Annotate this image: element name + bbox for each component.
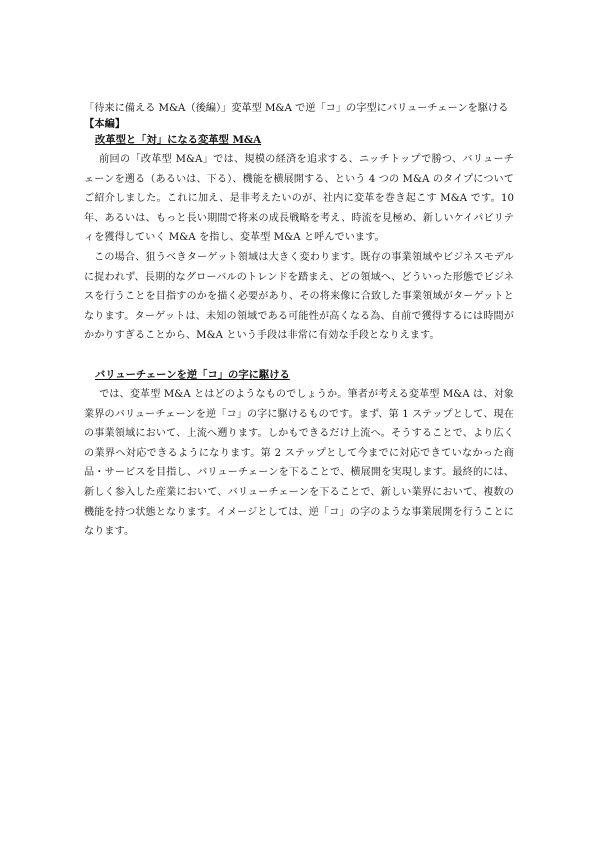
body-paragraph: この場合、狙うべきターゲット領域は大きく変わります。既存の事業領域やビジネスモデルに捉われず、長期的なグローバルのトレンドを踏まえ、どの領域へ、どういった形態でビジネスを行うことを目指すのかを描く必要があり、その将来像に合致した事業領域がターゲットとなります。ターゲットは、未知の領域である可能性が高くなる為、自前で獲得するには時間がかかりすぎることから、M&A という手段は非常に有効な手段となりえます。 xyxy=(84,251,514,342)
section-heading: 改革型と「対」になる変革型 M&A xyxy=(95,134,262,146)
section-heading: バリューチェーンを逆「コ」の字に駆ける xyxy=(95,368,290,381)
document-title: 「待来に備える M&A（後編）」変革型 M&A で逆「コ」の字型にバリューチェーンを駆ける xyxy=(84,102,509,114)
body-paragraph: では、変革型 M&A とはどのようなものでしょうか。筆者が考える変革型 M&A は、対象業界のバリューチェーンを逆「コ」の字に駆けるものです。まず、第 1 ステップとして、現在の事業領域において、上流へ遡ります。しかもできるだけ上流へ。そうすることで、より広くの業界へ対応できるようになります。第 2 ステップとして今までに対応できていなかった商品・サービスを目指し、バリューチェーンを下ることで、横展開を実現します。最終的には、新しく参入した産業において、バリューチェーンを下ることで、新しい業界において、複数の機能を持つ状態となります。イメージとしては、逆「コ」の字のような事業展開を行うことになります。 xyxy=(84,388,514,538)
section-tag: 【本編】 xyxy=(84,118,126,130)
document-page xyxy=(84,101,514,542)
section-value-chain xyxy=(84,368,514,542)
section-reform-vs-transform xyxy=(84,133,514,346)
body-paragraph: 前回の「改革型 M&A」では、規模の経済を追求する、ニッチトップで勝つ、バリューチェーンを遡る（あるいは、下る）、機能を横展開する、という 4 つの M&A のタイプについてご紹介しました。これに加え、是非考えたいのが、社内に変革を巻き起こす M&A です。10 年、あるいは、もっと長い期間で将来の成長戦略を考え、時流を見極め、新しいケイパビリティを獲得していく M&A を指し、変革型 M&A と呼んでいます。 xyxy=(84,154,514,244)
